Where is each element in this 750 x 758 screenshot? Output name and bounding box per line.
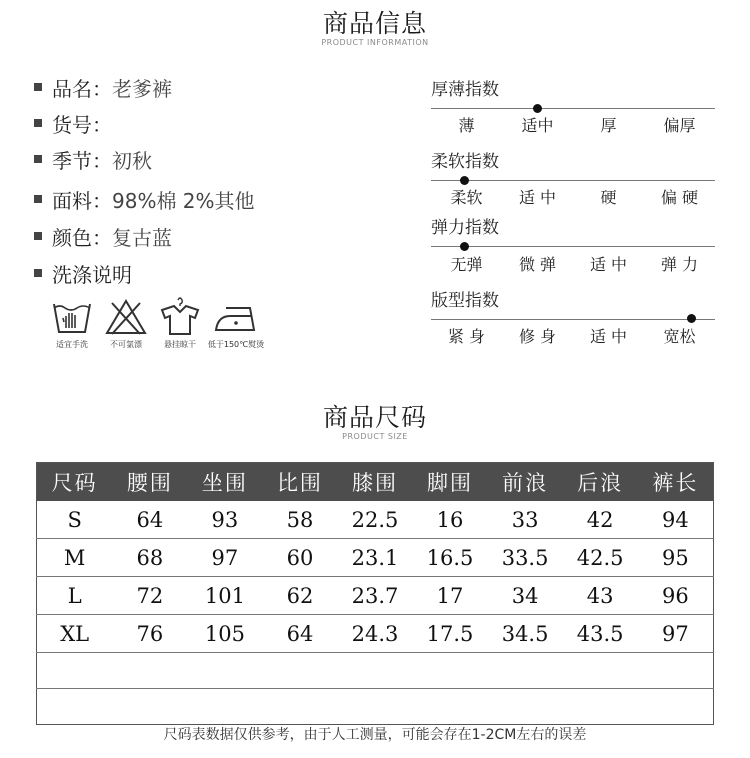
table-cell: 64 (262, 615, 337, 653)
index-option: 偏 硬 (660, 188, 699, 207)
info-value: 初秋 (112, 148, 152, 173)
size-section-title: 商品尺码 (322, 403, 427, 432)
care-hang-dry (150, 296, 210, 350)
hang-dry-icon (158, 296, 202, 336)
info-value: 老爹裤 (112, 76, 172, 101)
care-iron (206, 298, 266, 350)
info-section-title: 商品信息 (322, 9, 427, 38)
size-section-subtitle: PRODUCT SIZE (342, 432, 408, 441)
index-option: 修 身 (518, 327, 557, 346)
table-cell: S (37, 501, 113, 539)
table-cell: 43 (563, 577, 638, 615)
index-option: 微 弹 (518, 255, 557, 274)
care-label: 适宜手洗 (56, 340, 88, 349)
info-value: 98%棉 2%其他 (112, 188, 255, 213)
iron-icon (212, 298, 260, 336)
table-cell (37, 653, 714, 689)
index-option: 厚 (600, 116, 617, 135)
info-section-subtitle: PRODUCT INFORMATION (321, 38, 429, 47)
bullet-icon (34, 119, 42, 127)
table-cell: 76 (112, 615, 187, 653)
care-label: 不可氯漂 (110, 340, 142, 349)
header-cell: 膝围 (337, 463, 412, 502)
table-cell: 105 (187, 615, 262, 653)
index-title-softness: 柔软指数 (431, 152, 499, 172)
index-option: 适 中 (518, 188, 557, 207)
table-cell: 101 (187, 577, 262, 615)
bullet-icon (34, 232, 42, 240)
index-marker (687, 314, 696, 323)
index-option: 适中 (521, 116, 554, 135)
table-cell: 95 (638, 539, 714, 577)
index-title-thickness: 厚薄指数 (431, 80, 499, 100)
size-table-header (37, 463, 714, 502)
table-cell: 22.5 (337, 501, 412, 539)
info-label: 颜色： (52, 225, 112, 250)
header-cell: 裤长 (638, 463, 714, 502)
table-cell: 23.1 (337, 539, 412, 577)
header-cell: 前浪 (488, 463, 563, 502)
table-cell: 23.7 (337, 577, 412, 615)
info-row-item-number (34, 108, 112, 138)
index-line (431, 319, 715, 320)
table-cell: 64 (112, 501, 187, 539)
header-cell: 尺码 (37, 463, 113, 502)
table-cell: 93 (187, 501, 262, 539)
header-cell: 后浪 (563, 463, 638, 502)
table-cell: 16 (413, 501, 488, 539)
table-row (37, 539, 714, 577)
table-cell: 33 (488, 501, 563, 539)
table-cell: 97 (638, 615, 714, 653)
table-row (37, 615, 714, 653)
index-option: 适 中 (589, 327, 628, 346)
index-options-thickness (431, 113, 715, 136)
table-row-blank (37, 653, 714, 689)
header-cell: 比围 (262, 463, 337, 502)
table-cell: 96 (638, 577, 714, 615)
index-option: 宽松 (663, 327, 696, 346)
index-option: 偏厚 (663, 116, 696, 135)
index-marker (460, 176, 469, 185)
table-cell: 24.3 (337, 615, 412, 653)
index-options-fit (431, 324, 715, 347)
table-cell: M (37, 539, 113, 577)
info-row-color (34, 221, 172, 251)
header-cell: 腰围 (112, 463, 187, 502)
care-label: 低于150℃熨烫 (207, 340, 265, 349)
table-cell: L (37, 577, 113, 615)
table-cell: 43.5 (563, 615, 638, 653)
care-no-bleach (96, 298, 156, 350)
table-cell: 58 (262, 501, 337, 539)
info-label: 季节： (52, 148, 112, 173)
care-label: 悬挂晾干 (164, 340, 196, 349)
index-option: 硬 (600, 188, 617, 207)
bullet-icon (34, 269, 42, 277)
index-option: 适 中 (589, 255, 628, 274)
info-label: 面料： (52, 188, 112, 213)
info-row-season (34, 144, 152, 174)
info-row-fabric (34, 184, 255, 214)
index-title-elasticity: 弹力指数 (431, 218, 499, 238)
table-cell (37, 689, 714, 725)
header-cell: 脚围 (413, 463, 488, 502)
table-cell: 94 (638, 501, 714, 539)
index-line (431, 246, 715, 247)
info-label: 品名： (52, 76, 112, 101)
size-table (36, 462, 714, 725)
table-cell: 16.5 (413, 539, 488, 577)
bullet-icon (34, 83, 42, 91)
table-cell: XL (37, 615, 113, 653)
index-option: 弹 力 (660, 255, 699, 274)
index-option: 柔软 (450, 188, 483, 207)
index-options-softness (431, 185, 715, 208)
table-cell: 42 (563, 501, 638, 539)
table-cell: 62 (262, 577, 337, 615)
index-option: 无弹 (450, 255, 483, 274)
table-cell: 34.5 (488, 615, 563, 653)
table-row (37, 501, 714, 539)
hand-wash-icon (50, 298, 94, 336)
index-title-fit: 版型指数 (431, 291, 499, 311)
size-note: 尺码表数据仅供参考，由于人工测量，可能会存在1-2CM左右的误差 (163, 727, 587, 743)
index-marker (460, 242, 469, 251)
table-cell: 17.5 (413, 615, 488, 653)
table-cell: 34 (488, 577, 563, 615)
table-row-blank (37, 689, 714, 725)
index-line (431, 108, 715, 109)
table-cell: 97 (187, 539, 262, 577)
table-cell: 72 (112, 577, 187, 615)
info-row-name (34, 72, 172, 102)
index-line (431, 180, 715, 181)
index-options-elasticity (431, 252, 715, 275)
index-option: 紧 身 (447, 327, 486, 346)
index-option: 薄 (458, 116, 475, 135)
info-row-wash (34, 258, 132, 288)
header-cell: 坐围 (187, 463, 262, 502)
table-cell: 60 (262, 539, 337, 577)
info-value: 复古蓝 (112, 225, 172, 250)
bullet-icon (34, 195, 42, 203)
table-cell: 68 (112, 539, 187, 577)
table-row (37, 577, 714, 615)
table-cell: 33.5 (488, 539, 563, 577)
no-bleach-icon (104, 298, 148, 336)
table-cell: 17 (413, 577, 488, 615)
care-hand-wash (42, 298, 102, 350)
bullet-icon (34, 155, 42, 163)
info-label: 洗涤说明 (52, 262, 132, 287)
table-cell: 42.5 (563, 539, 638, 577)
index-marker (533, 104, 542, 113)
info-label: 货号： (52, 112, 112, 137)
